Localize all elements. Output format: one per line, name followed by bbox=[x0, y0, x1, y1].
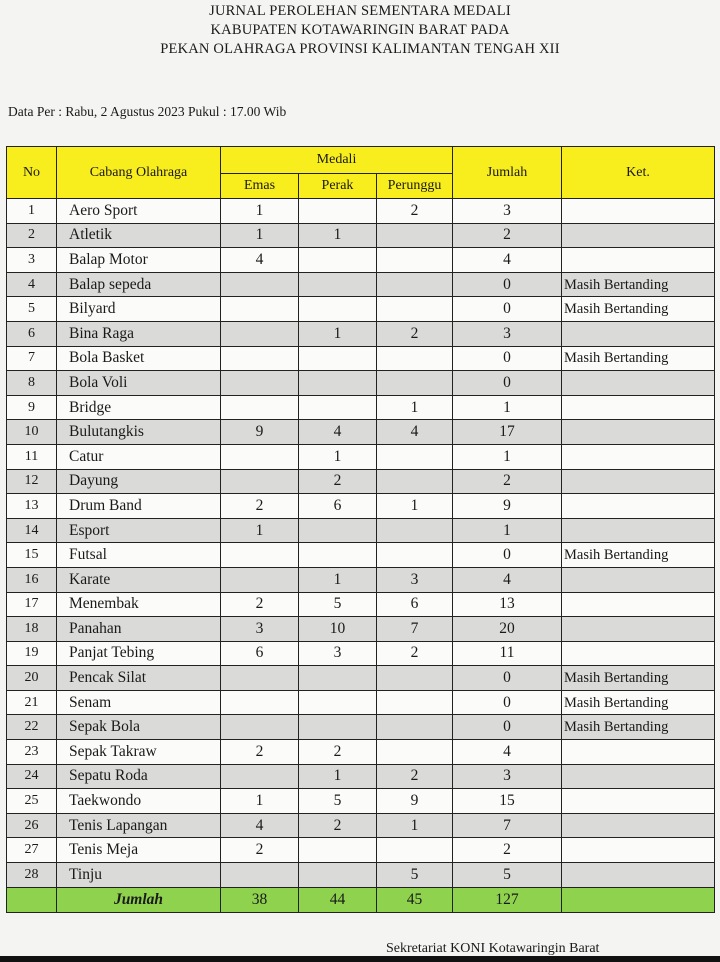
row-perunggu: 2 bbox=[377, 764, 453, 789]
row-ket bbox=[562, 863, 715, 888]
row-perak bbox=[299, 666, 377, 691]
row-perak: 5 bbox=[299, 789, 377, 814]
table-row bbox=[7, 321, 715, 346]
table-row bbox=[7, 617, 715, 642]
row-cabang: Dayung bbox=[57, 469, 221, 494]
row-jumlah: 1 bbox=[453, 444, 562, 469]
row-jumlah: 0 bbox=[453, 690, 562, 715]
row-no: 2 bbox=[7, 223, 57, 248]
table-row bbox=[7, 199, 715, 224]
row-emas bbox=[221, 297, 299, 322]
row-cabang: Tinju bbox=[57, 863, 221, 888]
row-jumlah: 0 bbox=[453, 371, 562, 396]
row-ket bbox=[562, 321, 715, 346]
row-perak bbox=[299, 297, 377, 322]
row-ket: Masih Bertanding bbox=[562, 543, 715, 568]
row-emas: 1 bbox=[221, 789, 299, 814]
table-row bbox=[7, 371, 715, 396]
row-emas bbox=[221, 444, 299, 469]
row-ket bbox=[562, 789, 715, 814]
row-jumlah: 15 bbox=[453, 789, 562, 814]
row-perak: 1 bbox=[299, 764, 377, 789]
row-cabang: Senam bbox=[57, 690, 221, 715]
row-emas: 2 bbox=[221, 494, 299, 519]
header-no: No bbox=[7, 147, 57, 199]
row-perunggu: 1 bbox=[377, 813, 453, 838]
table-total-row bbox=[7, 887, 715, 912]
row-ket: Masih Bertanding bbox=[562, 666, 715, 691]
row-emas: 2 bbox=[221, 838, 299, 863]
row-ket: Masih Bertanding bbox=[562, 272, 715, 297]
table-row bbox=[7, 518, 715, 543]
row-perunggu bbox=[377, 715, 453, 740]
row-cabang: Sepak Takraw bbox=[57, 740, 221, 765]
row-perak bbox=[299, 543, 377, 568]
row-no: 25 bbox=[7, 789, 57, 814]
row-jumlah: 3 bbox=[453, 199, 562, 224]
row-cabang: Esport bbox=[57, 518, 221, 543]
row-emas bbox=[221, 715, 299, 740]
row-no: 16 bbox=[7, 567, 57, 592]
row-perunggu bbox=[377, 469, 453, 494]
row-cabang: Bina Raga bbox=[57, 321, 221, 346]
table-row bbox=[7, 248, 715, 273]
table-row bbox=[7, 789, 715, 814]
header-jumlah: Jumlah bbox=[453, 147, 562, 199]
row-perunggu bbox=[377, 297, 453, 322]
row-emas bbox=[221, 272, 299, 297]
header-perunggu: Perunggu bbox=[377, 174, 453, 199]
row-perunggu bbox=[377, 666, 453, 691]
row-no: 3 bbox=[7, 248, 57, 273]
row-no: 9 bbox=[7, 395, 57, 420]
row-no: 6 bbox=[7, 321, 57, 346]
row-jumlah: 0 bbox=[453, 297, 562, 322]
row-perunggu bbox=[377, 690, 453, 715]
header-perak: Perak bbox=[299, 174, 377, 199]
row-jumlah: 17 bbox=[453, 420, 562, 445]
row-perak: 5 bbox=[299, 592, 377, 617]
row-emas: 1 bbox=[221, 223, 299, 248]
table-header bbox=[7, 147, 715, 199]
row-jumlah: 4 bbox=[453, 567, 562, 592]
row-perak: 6 bbox=[299, 494, 377, 519]
row-jumlah: 7 bbox=[453, 813, 562, 838]
row-no: 8 bbox=[7, 371, 57, 396]
row-perunggu bbox=[377, 740, 453, 765]
medal-table bbox=[6, 146, 715, 913]
row-emas: 6 bbox=[221, 641, 299, 666]
row-emas: 9 bbox=[221, 420, 299, 445]
row-no: 22 bbox=[7, 715, 57, 740]
row-perunggu: 2 bbox=[377, 199, 453, 224]
row-cabang: Bola Voli bbox=[57, 371, 221, 396]
row-perunggu: 5 bbox=[377, 863, 453, 888]
row-cabang: Balap sepeda bbox=[57, 272, 221, 297]
row-perunggu: 1 bbox=[377, 395, 453, 420]
row-emas: 2 bbox=[221, 740, 299, 765]
row-no: 11 bbox=[7, 444, 57, 469]
row-jumlah: 2 bbox=[453, 223, 562, 248]
table-row bbox=[7, 764, 715, 789]
table-row bbox=[7, 813, 715, 838]
table-row bbox=[7, 592, 715, 617]
table-row bbox=[7, 690, 715, 715]
row-no: 24 bbox=[7, 764, 57, 789]
row-emas bbox=[221, 567, 299, 592]
row-ket bbox=[562, 740, 715, 765]
row-emas: 4 bbox=[221, 813, 299, 838]
row-cabang: Atletik bbox=[57, 223, 221, 248]
row-perunggu: 4 bbox=[377, 420, 453, 445]
row-no: 13 bbox=[7, 494, 57, 519]
row-no: 20 bbox=[7, 666, 57, 691]
row-perak bbox=[299, 199, 377, 224]
row-emas bbox=[221, 863, 299, 888]
row-cabang: Drum Band bbox=[57, 494, 221, 519]
row-ket bbox=[562, 469, 715, 494]
footer-signature: Sekretariat KONI Kotawaringin Barat bbox=[386, 941, 600, 956]
row-jumlah: 20 bbox=[453, 617, 562, 642]
row-perunggu bbox=[377, 444, 453, 469]
table-row bbox=[7, 740, 715, 765]
row-perak: 1 bbox=[299, 223, 377, 248]
row-perak: 1 bbox=[299, 567, 377, 592]
row-no: 18 bbox=[7, 617, 57, 642]
row-jumlah: 1 bbox=[453, 518, 562, 543]
row-emas bbox=[221, 469, 299, 494]
table-row bbox=[7, 863, 715, 888]
row-ket bbox=[562, 813, 715, 838]
row-ket bbox=[562, 199, 715, 224]
row-no: 21 bbox=[7, 690, 57, 715]
total-ket-cell bbox=[562, 887, 715, 912]
row-emas bbox=[221, 346, 299, 371]
row-ket bbox=[562, 444, 715, 469]
title-line-1: JURNAL PEROLEHAN SEMENTARA MEDALI bbox=[209, 3, 511, 19]
row-perunggu bbox=[377, 543, 453, 568]
row-jumlah: 2 bbox=[453, 838, 562, 863]
row-emas bbox=[221, 371, 299, 396]
row-perak: 2 bbox=[299, 469, 377, 494]
total-jumlah: 127 bbox=[453, 887, 562, 912]
row-ket bbox=[562, 838, 715, 863]
title-line-3: PEKAN OLAHRAGA PROVINSI KALIMANTAN TENGAH XII bbox=[160, 41, 560, 57]
row-ket: Masih Bertanding bbox=[562, 690, 715, 715]
row-perunggu: 6 bbox=[377, 592, 453, 617]
row-ket: Masih Bertanding bbox=[562, 346, 715, 371]
row-ket bbox=[562, 371, 715, 396]
row-perunggu: 2 bbox=[377, 321, 453, 346]
row-jumlah: 0 bbox=[453, 272, 562, 297]
row-perak bbox=[299, 248, 377, 273]
row-no: 12 bbox=[7, 469, 57, 494]
document-title bbox=[0, 2, 720, 59]
total-label: Jumlah bbox=[57, 887, 221, 912]
row-perunggu bbox=[377, 838, 453, 863]
table-row bbox=[7, 666, 715, 691]
row-no: 4 bbox=[7, 272, 57, 297]
row-ket bbox=[562, 248, 715, 273]
table-row bbox=[7, 444, 715, 469]
row-emas: 1 bbox=[221, 518, 299, 543]
row-perunggu: 3 bbox=[377, 567, 453, 592]
row-perunggu: 9 bbox=[377, 789, 453, 814]
row-perak bbox=[299, 395, 377, 420]
row-no: 28 bbox=[7, 863, 57, 888]
row-perunggu bbox=[377, 346, 453, 371]
table-row bbox=[7, 346, 715, 371]
row-ket bbox=[562, 223, 715, 248]
row-perunggu: 7 bbox=[377, 617, 453, 642]
row-cabang: Bridge bbox=[57, 395, 221, 420]
row-ket bbox=[562, 567, 715, 592]
row-perunggu bbox=[377, 371, 453, 396]
table-row bbox=[7, 838, 715, 863]
total-perunggu: 45 bbox=[377, 887, 453, 912]
row-ket: Masih Bertanding bbox=[562, 297, 715, 322]
row-cabang: Taekwondo bbox=[57, 789, 221, 814]
row-no: 5 bbox=[7, 297, 57, 322]
row-no: 26 bbox=[7, 813, 57, 838]
row-cabang: Tenis Lapangan bbox=[57, 813, 221, 838]
table-row bbox=[7, 297, 715, 322]
row-ket bbox=[562, 592, 715, 617]
row-ket bbox=[562, 617, 715, 642]
row-cabang: Tenis Meja bbox=[57, 838, 221, 863]
row-cabang: Sepak Bola bbox=[57, 715, 221, 740]
row-perak bbox=[299, 272, 377, 297]
row-emas bbox=[221, 666, 299, 691]
row-jumlah: 4 bbox=[453, 248, 562, 273]
row-ket bbox=[562, 518, 715, 543]
row-perak bbox=[299, 371, 377, 396]
row-perunggu bbox=[377, 248, 453, 273]
row-ket bbox=[562, 395, 715, 420]
row-cabang: Futsal bbox=[57, 543, 221, 568]
row-emas: 4 bbox=[221, 248, 299, 273]
row-emas: 1 bbox=[221, 199, 299, 224]
row-emas bbox=[221, 543, 299, 568]
row-perak: 1 bbox=[299, 321, 377, 346]
row-jumlah: 3 bbox=[453, 764, 562, 789]
row-jumlah: 5 bbox=[453, 863, 562, 888]
row-emas bbox=[221, 764, 299, 789]
row-jumlah: 13 bbox=[453, 592, 562, 617]
row-jumlah: 0 bbox=[453, 543, 562, 568]
row-cabang: Balap Motor bbox=[57, 248, 221, 273]
row-perak bbox=[299, 715, 377, 740]
row-jumlah: 0 bbox=[453, 666, 562, 691]
row-jumlah: 2 bbox=[453, 469, 562, 494]
header-emas: Emas bbox=[221, 174, 299, 199]
row-cabang: Pencak Silat bbox=[57, 666, 221, 691]
row-no: 7 bbox=[7, 346, 57, 371]
row-emas bbox=[221, 395, 299, 420]
row-jumlah: 9 bbox=[453, 494, 562, 519]
row-perunggu bbox=[377, 518, 453, 543]
row-jumlah: 3 bbox=[453, 321, 562, 346]
row-perak: 1 bbox=[299, 444, 377, 469]
row-perak: 10 bbox=[299, 617, 377, 642]
row-emas: 3 bbox=[221, 617, 299, 642]
row-no: 14 bbox=[7, 518, 57, 543]
row-cabang: Karate bbox=[57, 567, 221, 592]
row-ket bbox=[562, 641, 715, 666]
row-ket bbox=[562, 494, 715, 519]
date-line: Data Per : Rabu, 2 Agustus 2023 Pukul : 17.00 Wib bbox=[8, 104, 287, 119]
row-ket bbox=[562, 764, 715, 789]
table-row bbox=[7, 543, 715, 568]
table-row bbox=[7, 494, 715, 519]
row-cabang: Panahan bbox=[57, 617, 221, 642]
row-jumlah: 0 bbox=[453, 346, 562, 371]
row-perak bbox=[299, 690, 377, 715]
row-perak: 2 bbox=[299, 813, 377, 838]
row-no: 1 bbox=[7, 199, 57, 224]
row-cabang: Catur bbox=[57, 444, 221, 469]
table-row bbox=[7, 469, 715, 494]
total-blank-cell bbox=[7, 887, 57, 912]
row-jumlah: 11 bbox=[453, 641, 562, 666]
row-perak: 2 bbox=[299, 740, 377, 765]
title-line-2: KABUPATEN KOTAWARINGIN BARAT PADA bbox=[210, 22, 510, 38]
row-ket bbox=[562, 420, 715, 445]
table-row bbox=[7, 715, 715, 740]
header-cabang: Cabang Olahraga bbox=[57, 147, 221, 199]
row-jumlah: 0 bbox=[453, 715, 562, 740]
total-emas: 38 bbox=[221, 887, 299, 912]
table-row bbox=[7, 223, 715, 248]
row-no: 15 bbox=[7, 543, 57, 568]
row-cabang: Panjat Tebing bbox=[57, 641, 221, 666]
row-cabang: Bola Basket bbox=[57, 346, 221, 371]
row-perak: 4 bbox=[299, 420, 377, 445]
row-no: 19 bbox=[7, 641, 57, 666]
header-medali: Medali bbox=[221, 147, 453, 174]
row-emas bbox=[221, 321, 299, 346]
table-row bbox=[7, 567, 715, 592]
table-row bbox=[7, 272, 715, 297]
row-perak: 3 bbox=[299, 641, 377, 666]
table-row bbox=[7, 420, 715, 445]
row-cabang: Aero Sport bbox=[57, 199, 221, 224]
row-no: 10 bbox=[7, 420, 57, 445]
row-no: 17 bbox=[7, 592, 57, 617]
row-perunggu bbox=[377, 223, 453, 248]
table-row bbox=[7, 395, 715, 420]
row-cabang: Menembak bbox=[57, 592, 221, 617]
row-no: 23 bbox=[7, 740, 57, 765]
row-cabang: Bulutangkis bbox=[57, 420, 221, 445]
row-no: 27 bbox=[7, 838, 57, 863]
row-perak bbox=[299, 346, 377, 371]
row-emas: 2 bbox=[221, 592, 299, 617]
row-cabang: Sepatu Roda bbox=[57, 764, 221, 789]
table-body bbox=[7, 199, 715, 888]
row-perunggu: 1 bbox=[377, 494, 453, 519]
row-jumlah: 1 bbox=[453, 395, 562, 420]
row-ket: Masih Bertanding bbox=[562, 715, 715, 740]
row-perunggu bbox=[377, 272, 453, 297]
bottom-edge bbox=[0, 956, 720, 962]
row-jumlah: 4 bbox=[453, 740, 562, 765]
row-cabang: Bilyard bbox=[57, 297, 221, 322]
header-ket: Ket. bbox=[562, 147, 715, 199]
row-perak bbox=[299, 518, 377, 543]
row-perak bbox=[299, 863, 377, 888]
row-perunggu: 2 bbox=[377, 641, 453, 666]
row-perak bbox=[299, 838, 377, 863]
table-row bbox=[7, 641, 715, 666]
total-perak: 44 bbox=[299, 887, 377, 912]
row-emas bbox=[221, 690, 299, 715]
